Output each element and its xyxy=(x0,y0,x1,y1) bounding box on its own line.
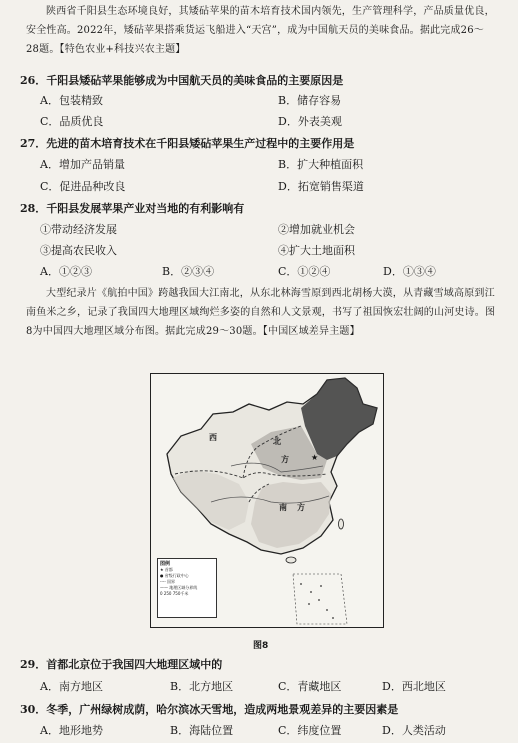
q29-option-d[interactable]: D．西北地区 xyxy=(382,680,446,693)
q29-option-b[interactable]: B．北方地区 xyxy=(170,680,234,693)
map-legend xyxy=(157,558,217,618)
region-label-fang-1: 方 xyxy=(281,455,289,464)
q28-option-a[interactable]: A．①②③ xyxy=(40,265,92,278)
region-label-nan: 南 xyxy=(279,503,287,512)
q28-statement-4: ④扩大土地面积 xyxy=(278,244,355,257)
passage-2: 大型纪录片《航拍中国》跨越我国大江南北，从东北林海雪原到西北胡杨大漠，从青藏雪域高原到江南鱼米之乡，记录了我国四大地理区域绚烂多姿的自然和人文景观，书写了祖国恢宏壮阔的山河史诗。图8为中国四大地理区域分布图。据此完成29～30题。【中国区域差异主题】 xyxy=(26,288,496,337)
region-label-fang-2: 方 xyxy=(297,503,305,512)
q27-option-b[interactable]: B．扩大种植面积 xyxy=(278,158,364,171)
figure-caption: 图8 xyxy=(253,641,269,651)
q28-option-d[interactable]: D．①③④ xyxy=(383,265,436,278)
q27-option-d[interactable]: D．拓宽销售渠道 xyxy=(278,180,364,193)
capital-star-icon: ★ xyxy=(311,453,319,462)
q28-option-c[interactable]: C．①②④ xyxy=(278,265,331,278)
passage-1: 陕西省千阳县生态环境良好，其矮砧苹果的苗木培育技术国内领先，生产管理科学，产品质量优良，安全性高。2022年，矮砧苹果搭乘货运飞船进入“天宫”，成为中国航天员的美味食品。据此完成26～28题。【特色农业+科技兴农主题】 xyxy=(26,6,495,55)
legend-title: 图例 xyxy=(160,561,171,567)
q29-option-a[interactable]: A．南方地区 xyxy=(40,680,103,693)
q27-option-a[interactable]: A．增加产品销量 xyxy=(40,158,125,171)
question-30-stem: 30．冬季，广州绿树成荫，哈尔滨冰天雪地，造成两地景观差异的主要因素是 xyxy=(20,703,399,716)
question-27-stem: 27．先进的苗木培育技术在千阳县矮砧苹果生产过程中的主要作用是 xyxy=(20,137,355,150)
question-28-stem: 28．千阳县发展苹果产业对当地的有利影响有 xyxy=(20,202,245,215)
legend-item-capital: ★ 首都 xyxy=(160,567,173,572)
question-26-stem: 26．千阳县矮砧苹果能够成为中国航天员的美味食品的主要原因是 xyxy=(20,74,344,87)
q28-option-b[interactable]: B．②③④ xyxy=(162,265,215,278)
q30-option-b[interactable]: B．海陆位置 xyxy=(170,724,234,737)
legend-item-region-boundary: —— 地理区域分界线 xyxy=(160,585,198,590)
q26-option-a[interactable]: A．包装精致 xyxy=(40,94,103,107)
q28-statement-1: ①带动经济发展 xyxy=(40,223,117,236)
q30-option-a[interactable]: A．地形地势 xyxy=(40,724,103,737)
q27-option-c[interactable]: C．促进品种改良 xyxy=(40,180,126,193)
q26-option-d[interactable]: D．外表美观 xyxy=(278,115,342,128)
q29-option-c[interactable]: C．青藏地区 xyxy=(278,680,342,693)
china-regions-map xyxy=(150,373,384,628)
q28-statement-2: ②增加就业机会 xyxy=(278,223,355,236)
q30-option-d[interactable]: D．人类活动 xyxy=(382,724,446,737)
q30-option-c[interactable]: C．纬度位置 xyxy=(278,724,342,737)
question-29-stem: 29．首都北京位于我国四大地理区域中的 xyxy=(20,658,223,671)
q28-statement-3: ③提高农民收入 xyxy=(40,244,117,257)
region-label-xi: 西 xyxy=(209,433,217,442)
legend-scale: 0 250 750千米 xyxy=(160,591,189,596)
q26-option-c[interactable]: C．品质优良 xyxy=(40,115,104,128)
region-label-bei: 北 xyxy=(273,437,281,446)
legend-item-border: ---- 国界 xyxy=(160,579,176,584)
legend-item-province-center: ● 省级行政中心 xyxy=(160,573,189,578)
q26-option-b[interactable]: B．储存容易 xyxy=(278,94,342,107)
